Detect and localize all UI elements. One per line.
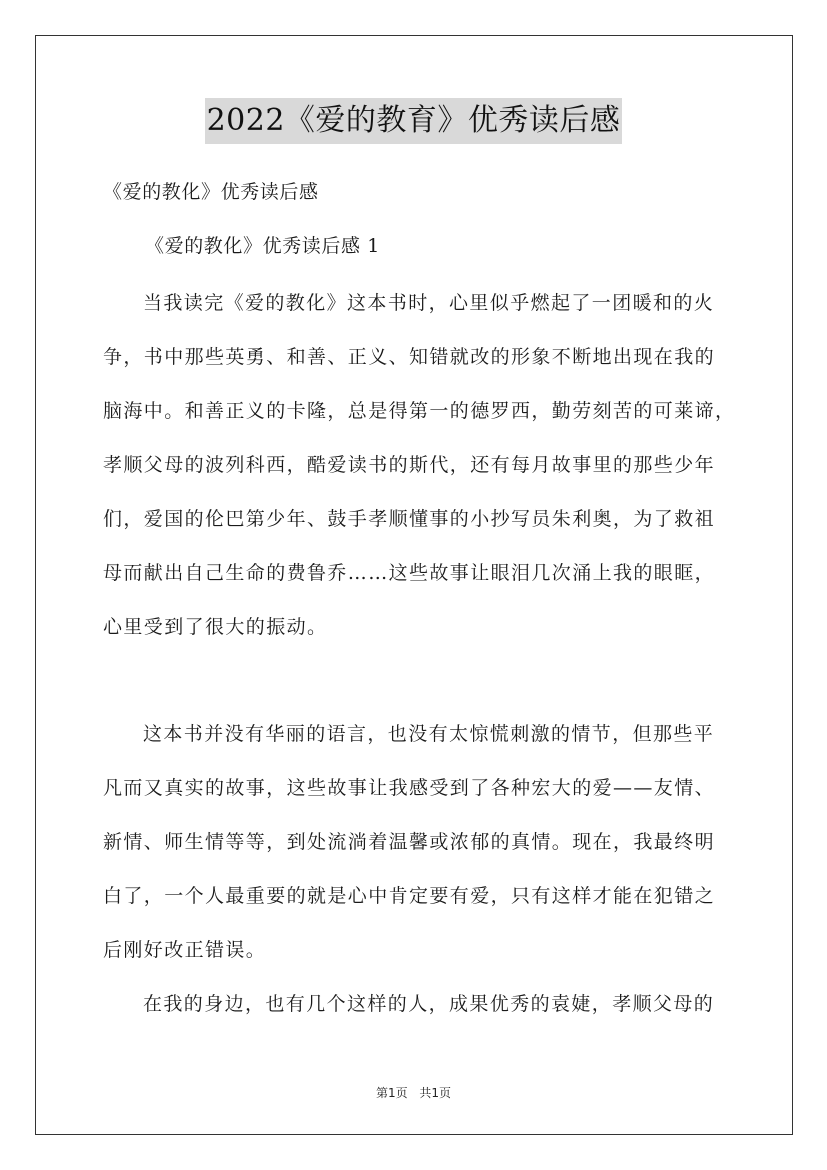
paragraph-line: 们，爱国的伦巴第少年、鼓手孝顺懂事的小抄写员朱利奥，为了救祖 xyxy=(103,508,716,530)
paragraph-line: 凡而又真实的故事，这些故事让我感受到了各种宏大的爱——友情、 xyxy=(103,777,716,799)
page-footer xyxy=(0,1084,827,1101)
paragraph-line: 孝顺父母的波列科西，酷爱读书的斯代，还有每月故事里的那些少年 xyxy=(103,454,716,476)
section-heading: 《爱的教化》优秀读后感 1 xyxy=(145,235,380,257)
paragraph-3 xyxy=(103,977,728,1031)
document-title: 2022《爱的教育》优秀读后感 xyxy=(205,98,623,144)
paragraph-line: 脑海中。和善正义的卡隆，总是得第一的德罗西，勤劳刻苦的可莱谛， xyxy=(103,400,736,422)
page-total: 共1页 xyxy=(419,1086,452,1100)
paragraph-2 xyxy=(103,707,728,977)
paragraph-line: 心里受到了很大的振动。 xyxy=(103,616,328,638)
document-subheading: 《爱的教化》优秀读后感 xyxy=(103,181,319,203)
page-number: 第1页 xyxy=(375,1086,408,1100)
paragraph-line: 后刚好改正错误。 xyxy=(103,939,267,961)
paragraph-line: 母而献出自己生命的费鲁乔……这些故事让眼泪几次涌上我的眼眶， xyxy=(103,562,716,584)
paragraph-line: 这本书并没有华丽的语言，也没有太惊慌刺激的情节，但那些平 xyxy=(143,723,715,745)
title-container xyxy=(0,98,827,144)
paragraph-1 xyxy=(103,276,736,654)
paragraph-line: 在我的身边，也有几个这样的人，成果优秀的袁婕，孝顺父母的 xyxy=(143,993,715,1015)
paragraph-line: 新情、师生情等等，到处流淌着温馨或浓郁的真情。现在，我最终明 xyxy=(103,831,716,853)
paragraph-line: 白了，一个人最重要的就是心中肯定要有爱，只有这样才能在犯错之 xyxy=(103,885,716,907)
paragraph-line: 争，书中那些英勇、和善、正义、知错就改的形象不断地出现在我的 xyxy=(103,346,716,368)
paragraph-line: 当我读完《爱的教化》这本书时，心里似乎燃起了一团暖和的火 xyxy=(143,292,715,314)
